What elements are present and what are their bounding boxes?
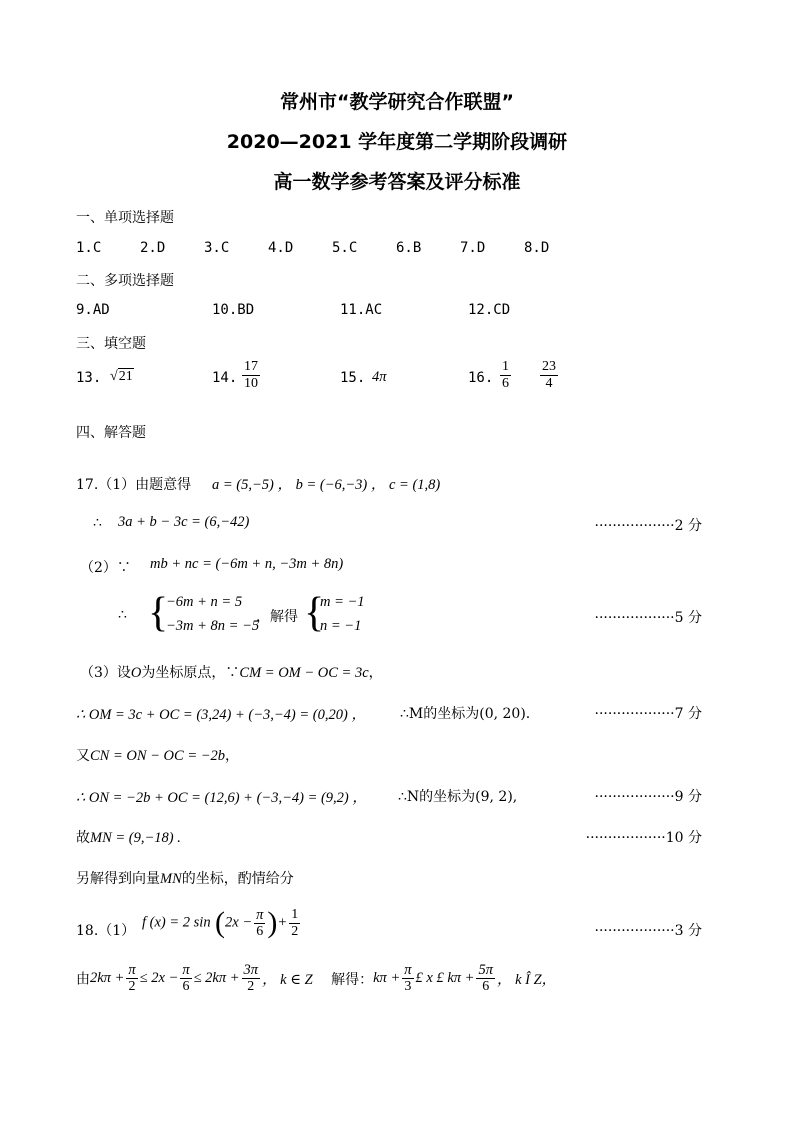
- solution-m: m = −1: [320, 594, 365, 610]
- q18-sol-three: 3: [404, 979, 412, 994]
- q17-mn-prefix: 故: [76, 830, 90, 846]
- q17-m-coord: ∴M的坐标为(0, 20).: [400, 706, 531, 722]
- q18-f-two: 2: [291, 923, 299, 939]
- q17-part3-label: （3）设: [80, 665, 131, 681]
- q16-denominator-1: 6: [502, 376, 509, 391]
- q18-function: [142, 906, 302, 940]
- section3-heading: 三、填空题: [76, 336, 146, 352]
- q17-part1-result: 3a + b − 3c = (6,−42): [118, 514, 250, 530]
- section4-heading: 四、解答题: [76, 425, 146, 441]
- score-5: ··················5 分: [594, 610, 702, 626]
- q18-ineq-3pi: 3π: [243, 962, 259, 978]
- system-brace-right: {: [304, 590, 325, 636]
- q17-on-expr: ∴ ON = −2b + OC = (12,6) + (−3,−4) = (9,2) ，: [76, 790, 367, 806]
- q17-therefore-2: ∴: [118, 607, 127, 623]
- q18-paren-close: ): [267, 906, 278, 939]
- q17-note: [76, 868, 294, 888]
- q16-numerator-2: 23: [542, 359, 556, 374]
- q18-ineq-c: ≤ 2kπ +: [193, 970, 240, 986]
- q17-note-prefix: 另解得到向量: [76, 871, 160, 887]
- q14-denominator: 10: [244, 376, 258, 391]
- q18-paren-open: (: [215, 906, 226, 939]
- solve-label: ，解得: [256, 609, 298, 625]
- document-title: 常州市“教学研究合作联盟”: [280, 91, 514, 113]
- q18-ineq-a: 2kπ +: [90, 970, 125, 986]
- answer-5: 5.C: [332, 240, 358, 256]
- q18-sol-six: 6: [482, 979, 490, 994]
- q18-ineq-pi: π: [128, 962, 136, 978]
- q18-f-pi: π: [256, 906, 264, 923]
- q16-answer-2: [538, 359, 560, 392]
- q16-numerator-1: 1: [502, 359, 509, 374]
- answer-4: 4.D: [268, 240, 294, 256]
- q18-ineq-two2: 2: [247, 979, 255, 994]
- q18-ineq-two: 2: [128, 979, 136, 994]
- q18-f-inner: 2x −: [225, 914, 253, 931]
- q18-solve-label: 解得：: [331, 971, 374, 988]
- q18-inequality: [76, 962, 556, 995]
- q18-ineq-pi2: π: [182, 962, 190, 978]
- score-10: ··················10 分: [585, 830, 702, 846]
- q17-om-expr: ∴ OM = 3c + OC = (3,24) + (−3,−4) = (0,20) ，: [76, 707, 366, 723]
- q15-answer: 4π: [372, 369, 387, 385]
- q17-n-coord: ∴N的坐标为(9, 2),: [398, 789, 518, 805]
- q16-answer-1: [498, 359, 513, 392]
- q15-label: 15.: [340, 370, 366, 386]
- q17-cn-expr: CN = ON − OC = −2b: [90, 748, 226, 764]
- q17-cn-prefix: 又: [76, 748, 90, 764]
- q18-f-plus: +: [277, 914, 288, 931]
- q17-mn-line: [76, 827, 181, 847]
- q14-label: 14.: [212, 370, 238, 386]
- q18-f-one: 1: [291, 906, 299, 922]
- q14-answer: [240, 359, 262, 392]
- answer-9: 9.AD: [76, 302, 110, 318]
- answer-3: 3.C: [204, 240, 230, 256]
- q13-label: 13.: [76, 370, 102, 386]
- answer-11: 11.AC: [340, 302, 383, 318]
- document-subtitle: 2020—2021 学年度第二学期阶段调研: [226, 131, 568, 153]
- q17-part3-prefix: [80, 662, 383, 682]
- q18-prefix: 18.（1）: [76, 923, 136, 939]
- solution-n: n = −1: [320, 618, 362, 634]
- q16-denominator-2: 4: [545, 376, 553, 391]
- answer-10: 10.BD: [212, 302, 255, 318]
- system-eq-1: −6m + n = 5: [166, 594, 243, 610]
- q18-ineq-b: ≤ 2x −: [139, 970, 179, 986]
- q18-ineq-six: 6: [182, 979, 190, 994]
- q18-sol-g: ， k Î Z，: [496, 972, 557, 988]
- q17-note-end: 的坐标，酌情给分: [181, 871, 294, 887]
- section1-heading: 一、单项选择题: [76, 210, 174, 226]
- q17-cm-expr: CM = OM − OC = 3c: [239, 665, 369, 681]
- q18-sol-5pi: 5π: [478, 962, 493, 978]
- q17-part3-end: ，: [368, 665, 383, 681]
- answer-7: 7.D: [460, 240, 486, 256]
- q17-mn-expr: MN = (9,−18) .: [90, 830, 181, 846]
- score-9: ··················9 分: [594, 789, 702, 805]
- answer-2: 2.D: [140, 240, 166, 256]
- q18-sol-f: £ x £ kπ +: [415, 970, 475, 986]
- q17-part3-mid: 为坐标原点，∵: [141, 665, 240, 681]
- score-2: ··················2 分: [594, 518, 702, 534]
- q17-therefore-1: ∴: [93, 515, 102, 531]
- q13-radicand: 21: [118, 369, 133, 384]
- origin-o: O: [130, 665, 142, 681]
- document-heading: 高一数学参考答案及评分标准: [273, 171, 521, 193]
- q17-part1-prefix: 17.（1）由题意得: [76, 477, 192, 493]
- q18-f-lhs: f (x) = 2 sin: [142, 914, 211, 931]
- section2-heading: 二、多项选择题: [76, 273, 174, 289]
- q17-cn-line: [76, 745, 239, 765]
- q18-ineq-prefix: 由: [76, 971, 90, 988]
- q18-sol-e: kπ +: [373, 970, 401, 986]
- q17-note-vector: MN: [160, 871, 182, 887]
- answer-6: 6.B: [396, 240, 422, 256]
- q18-f-six: 6: [256, 923, 264, 939]
- answer-8: 8.D: [524, 240, 550, 256]
- system-brace-left: {: [148, 590, 169, 636]
- answer-12: 12.CD: [468, 302, 511, 318]
- q13-answer: √21: [110, 369, 133, 384]
- system-eq-2: −3m + 8n = −5: [166, 618, 260, 634]
- q17-part2-prefix: （2）∵: [80, 560, 131, 576]
- score-7: ··················7 分: [594, 706, 702, 722]
- q16-label: 16.: [468, 370, 494, 386]
- answer-1: 1.C: [76, 240, 102, 256]
- score-3: ··················3 分: [594, 923, 702, 939]
- q17-part2-expr: mb + nc = (−6m + n, −3m + 8n): [150, 556, 344, 572]
- q18-ineq-d: ， k ∈ Z: [262, 972, 313, 988]
- q17-part1-vectors: a = (5,−5) ， b = (−6,−3) ， c = (1,8): [212, 477, 441, 493]
- q14-numerator: 17: [244, 359, 258, 374]
- q18-sol-pi: π: [404, 962, 412, 978]
- q17-cn-end: ，: [225, 748, 240, 764]
